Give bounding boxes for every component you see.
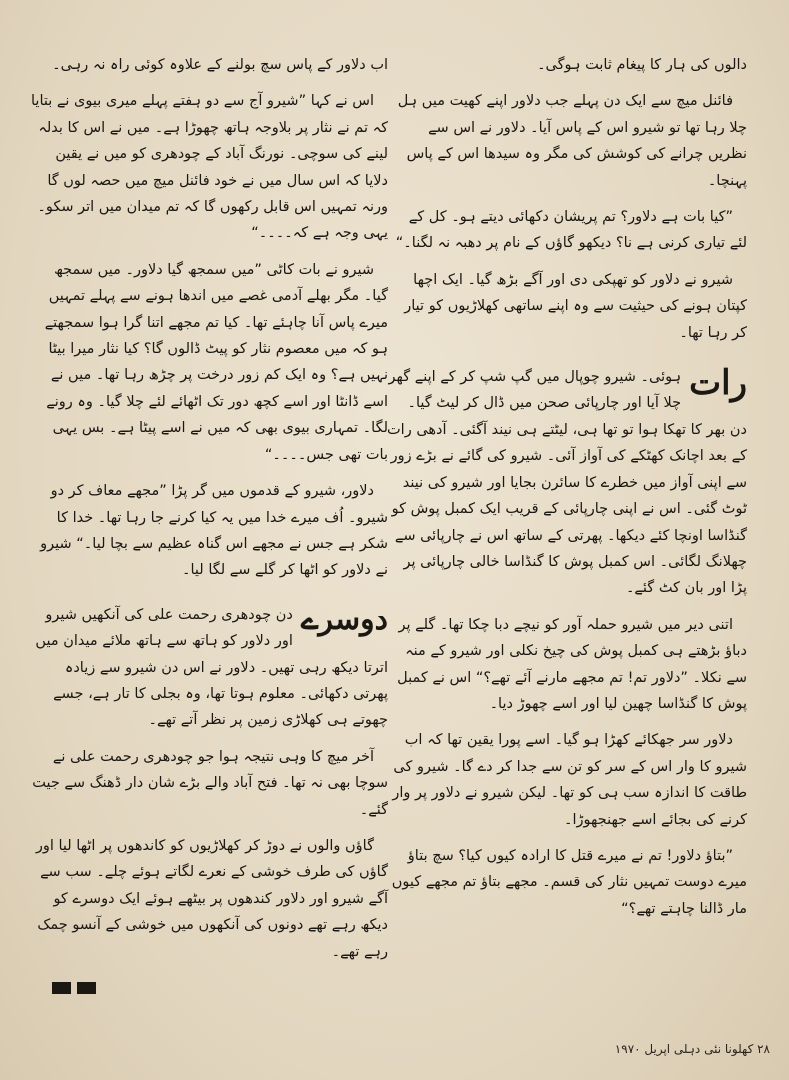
story-end-mark <box>52 982 96 994</box>
drop-cap-word: دوسرے <box>300 601 388 637</box>
left-column <box>28 52 388 975</box>
paragraph: شیرو نے بات کاٹی ”میں سمجھ گیا دلاور۔ میں سمجھ گیا۔ مگر بھلے آدمی غصے میں اندھا ہونے سے پہلے تمہیں میرے پاس آنا چاہئے تھا۔ کیا تم مجھے اتنا گرا ہوا سمجھتے ہو کہ میں معصوم نثار کو پیٹ ڈالوں گا؟ کیا نثار میرا بیٹا نہیں ہے؟ وہ ایک کم زور درخت پر چڑھ رہا تھا۔ میں نے اسے ڈانٹا اور اسے کچھ دور تک اٹھائے لئے چلا گیا۔ وہ رونے لگا۔ تمہاری بیوی بھی کہ میں نے اسے پیٹا ہے۔ بس یہی بات تھی جس۔۔۔۔“ <box>44 261 388 463</box>
paragraph: ”کیا بات ہے دلاور؟ تم پریشان دکھائی دیتے ہو۔ کل کے لئے تیاری کرنی ہے نا؟ دیکھو گاؤں کے نام پر دھبہ نہ لگنا۔“ <box>395 209 747 252</box>
paragraph-text: دن چودھری رحمت علی کی آنکھیں شیرو اور دلاور کو ہاتھ سے ہاتھ ملائے میدان میں اترتا دیکھ رہی تھیں۔ دلاور نے اس دن شیرو سے زیادہ پھرتی دکھائی۔ معلوم ہوتا تھا، وہ بجلی کا تار ہے، جسے چھوتے ہی کھلاڑی زمین پر نظر آتے تھے۔ <box>35 606 388 729</box>
paragraph: ”بتاؤ دلاور! تم نے میرے قتل کا ارادہ کیوں کیا؟ سچ بتاؤ میرے دوست تمہیں نثار کی قسم۔ مجھے بتاؤ تم مجھے کیوں مار ڈالنا چاہتے تھے؟“ <box>391 847 747 917</box>
end-block <box>52 982 71 994</box>
end-block <box>77 982 96 994</box>
paragraph: دلاور، شیرو کے قدموں میں گر پڑا ”مجھے معاف کر دو شیرو۔ اُف میرے خدا میں یہ کیا کرنے جا رہا تھا۔ خدا کا شکر ہے جس نے مجھے اس گناہ عظیم سے بچا لیا۔“ شیرو نے دلاور کو اٹھا کر گلے سے لگا لیا۔ <box>40 483 388 579</box>
paragraph-text: ہوئی۔ شیرو چوپال میں گپ شپ کر کے اپنے گھر چلا آیا اور چارپائی صحن میں ڈال کر لیٹ گیا۔ دن بھر کا تھکا ہوا تو تھا ہی، لیٹتے ہی نیند آگئی۔ آدھی رات کے بعد اچانک کھٹکے کی آواز آئی۔ شیرو کی گائے نے بڑے زور سے اپنی آواز میں خطرے کا سائرن بجایا اور شیرو کی نیند ٹوٹ گئی۔ اس نے اپنی چارپائی کے قریب ایک کمبل پوش کو گنڈاسا اونچا کئے دیکھا۔ پھرتی کے ساتھ اس نے چارپائی سے چھلانگ لگائی۔ اس کمبل پوش کا گنڈاسا خالی چارپائی پر پڑا اور بان کٹ گئے۔ <box>387 369 747 597</box>
paragraph: دلاور سر جھکائے کھڑا ہو گیا۔ اسے پورا یقین تھا کہ اب شیرو کا وار اس کے سر کو تن سے جدا کر دے گا۔ شیرو کی طاقت کا اندازہ سب ہی کو تھا۔ لیکن شیرو نے دلاور پر وار کرنے کی بجائے اسے جھنجھوڑا۔ <box>392 732 747 828</box>
page-footer: ۲۸ کھلونا نئی دہلی اپریل ۱۹۷۰ <box>614 1042 770 1056</box>
paragraph: اب دلاور کے پاس سچ بولنے کے علاوہ کوئی راہ نہ رہی۔ <box>52 57 388 73</box>
paragraph: اس نے کہا ”شیرو آج سے دو ہفتے پہلے میری بیوی نے بتایا کہ تم نے نثار پر بلاوجہ ہاتھ چھوڑا ہے۔ میں نے اس کا بدلہ لینے کی سوچی۔ نورنگ آباد کے چودھری کو میں نے یقین دلایا کہ اس سال میں نے خود فائنل میچ میں حصہ لوں گا ورنہ تمہیں اس قابل رکھوں گا کہ تم میدان میں اتر سکو۔ یہی وجہ ہے کہ۔۔۔۔“ <box>30 93 388 242</box>
paragraph: دالوں کی ہار کا پیغام ثابت ہوگی۔ <box>537 57 747 73</box>
paragraph: آخر میچ کا وہی نتیجہ ہوا جو چودھری رحمت علی نے سوچا بھی نہ تھا۔ فتح آباد والے بڑے شان دار ڈھنگ سے جیت گئے۔ <box>32 748 388 818</box>
section-paragraph <box>387 364 747 602</box>
paragraph: شیرو نے دلاور کو تھپکی دی اور آگے بڑھ گیا۔ ایک اچھا کپتان ہونے کی حیثیت سے وہ اپنے ساتھی کھلاڑیوں کو تیار کر رہا تھا۔ <box>404 271 747 341</box>
paragraph: اتنی دیر میں شیرو حملہ آور کو نیچے دبا چکا تھا۔ گلے پر دباؤ بڑھتے ہی کمبل پوش کی چیخ نکلی اور شیرو کے منہ سے نکلا۔ ”دلاور تم! تم مجھے مارنے آئے تھے؟“ اس نے کمبل پوش کا گنڈاسا چھین لیا اور اسے چھوڑ دیا۔ <box>397 616 747 712</box>
drop-cap-word: رات <box>689 363 747 404</box>
right-column <box>387 52 747 932</box>
paragraph: گاؤں والوں نے دوڑ کر کھلاڑیوں کو کاندھوں پر اٹھا لیا اور گاؤں کی طرف خوشی کے نعرے لگاتے ہوئے چلے۔ سب سے آگے شیرو اور دلاور کندھوں پر بیٹھے ہوئے ایک دوسرے کو دیکھ رہے تھے دونوں کی آنکھوں میں خوشی کے آنسو چمک رہے تھے۔ <box>35 837 388 960</box>
paragraph: فائنل میچ سے ایک دن پہلے جب دلاور اپنے کھیت میں ہل چلا رہا تھا تو شیرو اس کے پاس آیا۔ دلاور نے اس سے نظریں چرانے کی کوشش کی مگر وہ سیدھا اس کے پاس پہنچا۔ <box>397 93 747 189</box>
section-paragraph <box>28 602 388 734</box>
